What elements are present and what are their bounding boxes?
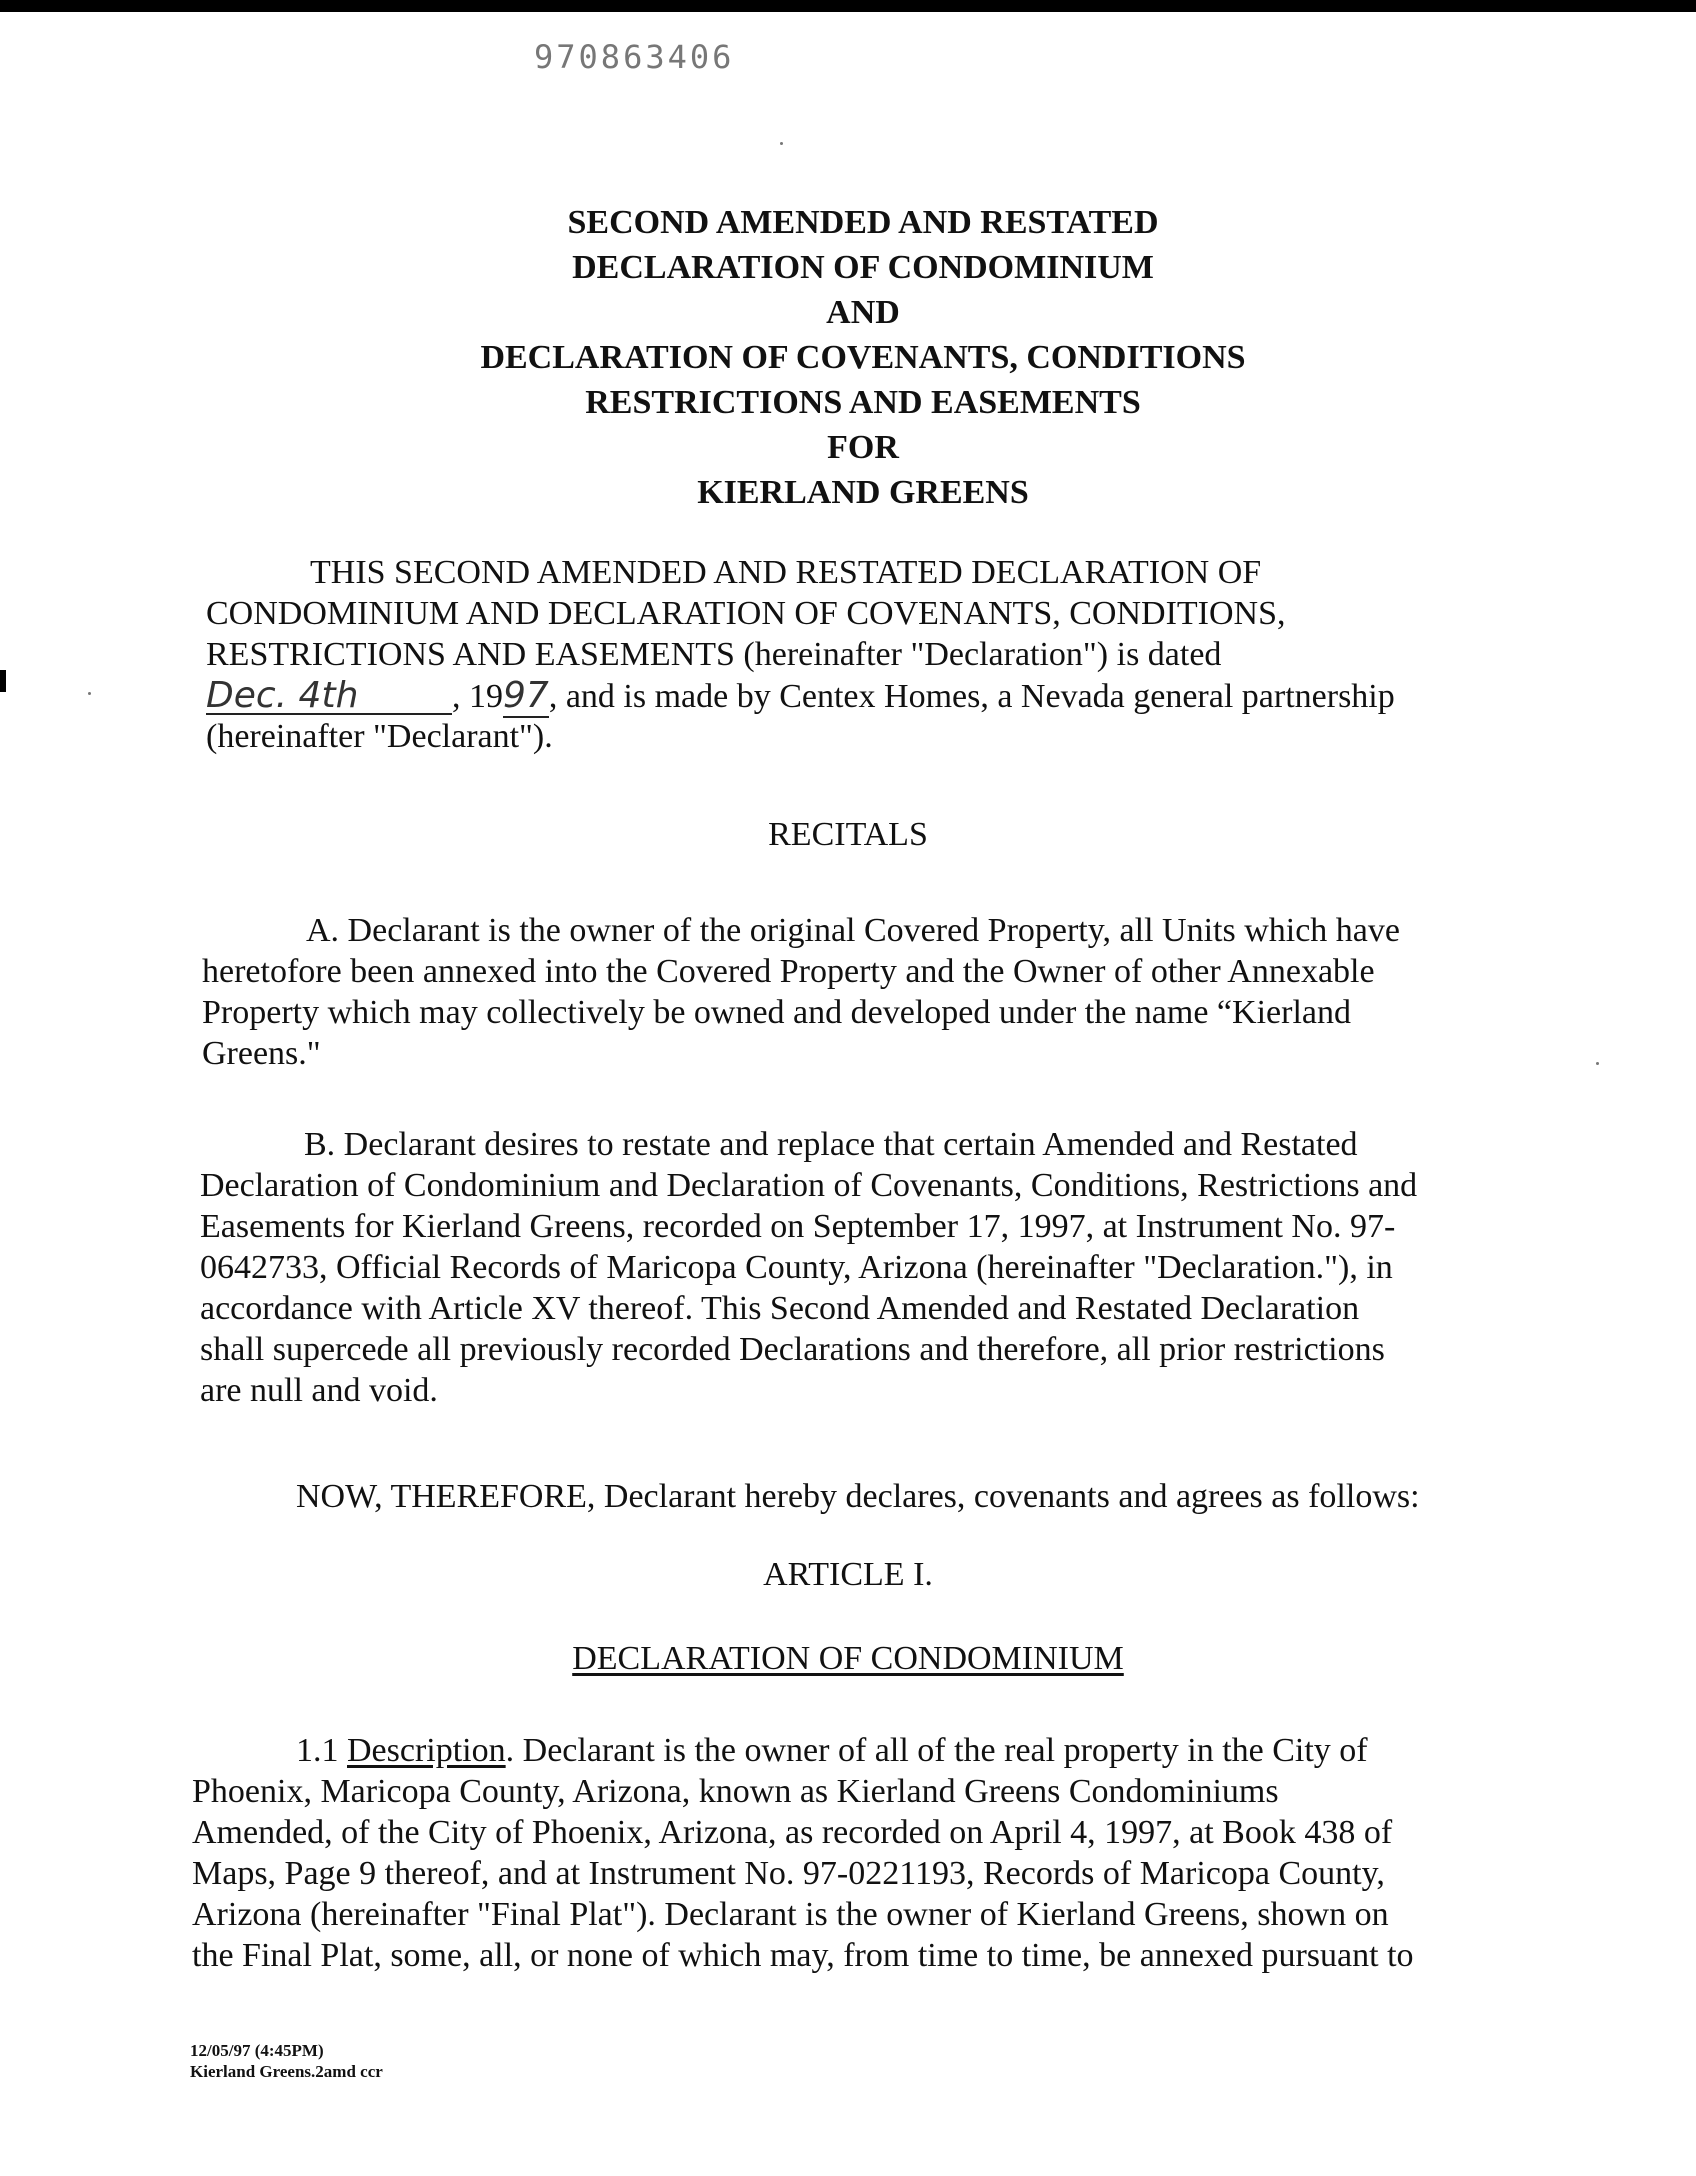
section-line: Arizona (hereinafter "Final Plat"). Declarant is the owner of Kierland Greens, shown on [192,1896,1389,1933]
intro-line-rest: , and is made by Centex Homes, a Nevada general partnership [548,678,1395,715]
section-line: Amended, of the City of Phoenix, Arizona, as recorded on April 4, 1997, at Book 438 of [192,1814,1393,1851]
recitals-heading: RECITALS [768,816,928,853]
recital-b-line: accordance with Article XV thereof. This Second Amended and Restated Declaration [200,1290,1360,1327]
intro-date-line [206,675,1395,716]
handwritten-date: Dec. 4th [206,679,452,715]
scan-speck [1596,1062,1599,1065]
handwritten-year: 97 [503,675,549,716]
recording-stamp-number: 970863406 [534,38,735,76]
page-footer [190,2040,383,2082]
section-first-line-rest: . Declarant is the owner of all of the real property in the City of [505,1732,1368,1769]
section-heading: Description [347,1732,506,1769]
intro-line: (hereinafter "Declarant"). [206,718,553,755]
recital-a-line: Property which may collectively be owned and developed under the name “Kierland [202,994,1351,1031]
document-title [0,200,1696,515]
title-line: DECLARATION OF COVENANTS, CONDITIONS [480,339,1246,376]
section-line: the Final Plat, some, all, or none of which may, from time to time, be annexed pursuant to [192,1937,1414,1974]
title-line: FOR [827,429,899,466]
title-line: RESTRICTIONS AND EASEMENTS [585,384,1141,421]
now-therefore-line: NOW, THEREFORE, Declarant hereby declares, covenants and agrees as follows: [296,1478,1420,1515]
footer-timestamp: 12/05/97 (4:45PM) [190,2041,324,2060]
footer-filename: Kierland Greens.2amd ccr [190,2062,383,2081]
recital-b [200,1124,1417,1411]
recital-a-line: A. Declarant is the owner of the original Covered Property, all Units which have [306,912,1400,949]
intro-line: RESTRICTIONS AND EASEMENTS (hereinafter "Declaration") is dated [206,636,1222,673]
scan-top-border [0,0,1696,12]
section-line: Maps, Page 9 thereof, and at Instrument No. 97-0221193, Records of Maricopa County, [192,1855,1385,1892]
section-first-line [192,1730,1414,1771]
title-line: DECLARATION OF CONDOMINIUM [572,249,1154,286]
recital-b-line: Easements for Kierland Greens, recorded on September 17, 1997, at Instrument No. 97- [200,1208,1396,1245]
intro-line: THIS SECOND AMENDED AND RESTATED DECLARATION OF [310,554,1262,591]
scan-speck [88,692,91,695]
title-line: AND [826,294,900,331]
section-1-1 [192,1730,1414,1976]
recital-a-line: Greens." [202,1035,321,1072]
recital-a-line: heretofore been annexed into the Covered Property and the Owner of other Annexable [202,953,1375,990]
scan-speck [780,142,783,145]
article-title: DECLARATION OF CONDOMINIUM [572,1640,1124,1677]
recital-b-line: Declaration of Condominium and Declaration of Covenants, Conditions, Restrictions and [200,1167,1418,1204]
intro-paragraph [206,552,1395,757]
title-line: SECOND AMENDED AND RESTATED [567,204,1159,241]
recital-b-line: are null and void. [200,1372,438,1409]
title-line: KIERLAND GREENS [697,474,1029,511]
recital-b-line: shall supercede all previously recorded Declarations and therefore, all prior restrictions [200,1331,1385,1368]
section-line: Phoenix, Maricopa County, Arizona, known as Kierland Greens Condominiums [192,1773,1279,1810]
scan-edge-mark [0,670,6,692]
recital-b-line: B. Declarant desires to restate and replace that certain Amended and Restated [304,1126,1358,1163]
intro-line: CONDOMINIUM AND DECLARATION OF COVENANTS, CONDITIONS, [206,595,1286,632]
recital-b-line: 0642733, Official Records of Maricopa County, Arizona (hereinafter "Declaration."), in [200,1249,1393,1286]
article-heading: ARTICLE I. [763,1556,933,1593]
section-number: 1.1 [296,1732,347,1769]
year-prefix: , 19 [452,678,503,715]
recital-a [202,910,1400,1074]
